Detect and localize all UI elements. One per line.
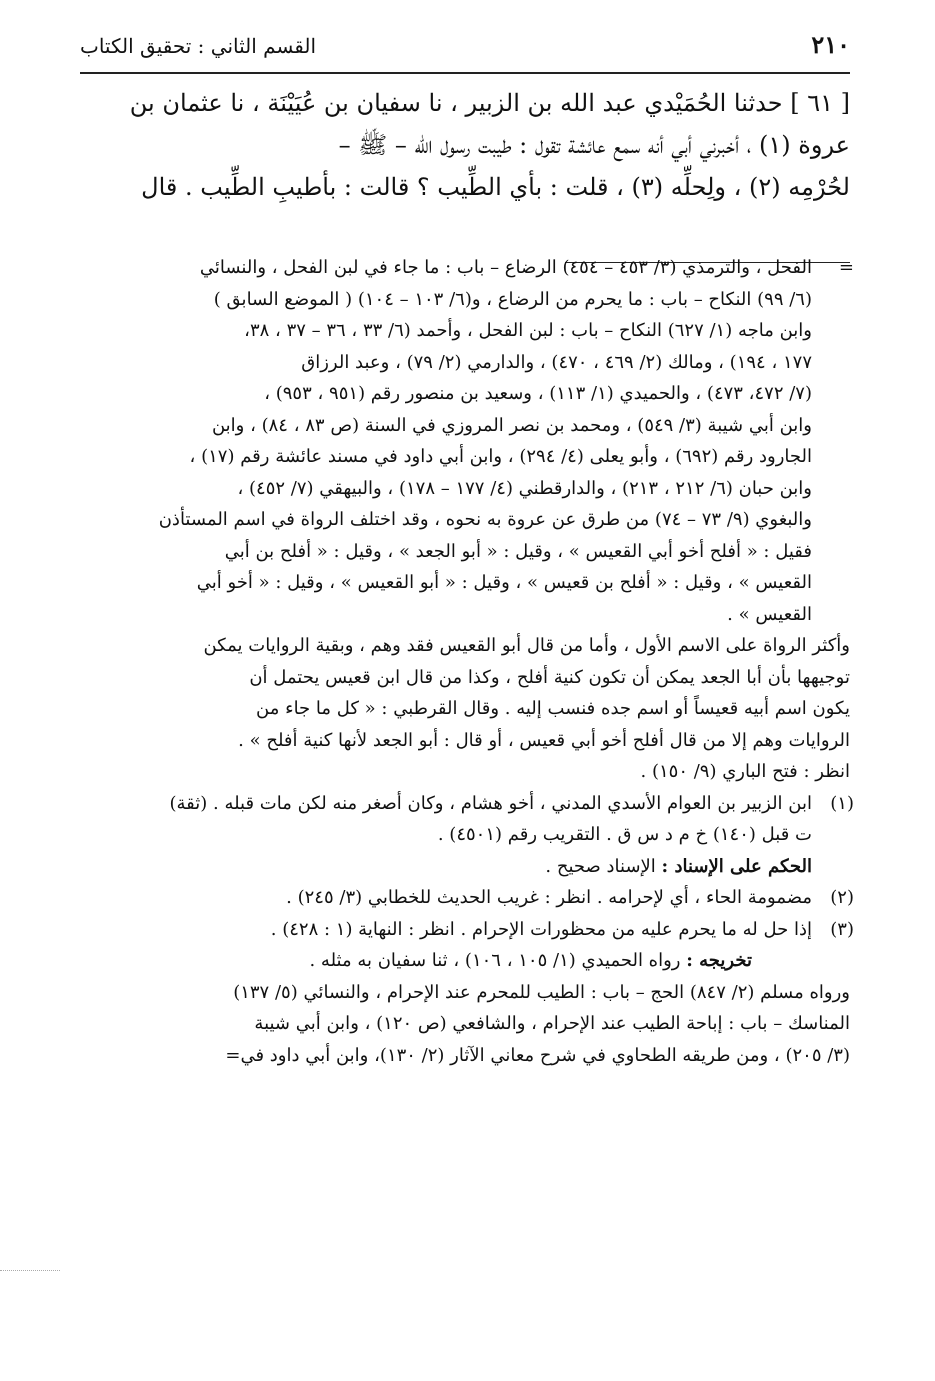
hadith-text xyxy=(80,82,850,208)
footnote-line: إذا حل له ما يحرم عليه من محظورات الإحرام . انظر : النهاية (١ : ٤٢٨) . xyxy=(270,918,812,940)
continuation-marker: = xyxy=(838,257,854,278)
hadith-line: [ ٦١ ] حدثنا الحُمَيْدي عبد الله بن الزبير ، نا سفيان بن عُيَيْنَة ، نا عثمان بن xyxy=(129,89,850,117)
running-head: القسم الثاني : تحقيق الكتاب xyxy=(80,34,317,58)
page-header xyxy=(80,28,850,72)
footnote-line: (٣/ ٢٠٥) ، ومن طريقه الطحاوي في شرح معاني الآثار (٢/ ١٣٠)، وابن أبي داود في= xyxy=(225,1044,850,1066)
footnote-line: (٧/ ٤٧٢، ٤٧٣) ، والحميدي (١/ ١١٣) ، وسعيد بن منصور رقم (٩٥١ ، ٩٥٣) ، xyxy=(264,383,812,404)
footnote-line: الروايات وهم إلا من قال أفلح أخو أبي قعيس ، أو قال : أبو الجعد لأنها كنية أفلح » . xyxy=(238,729,850,751)
footnote-line: ورواه مسلم (٢/ ٨٤٧) الحج – باب : الطيب للمحرم عند الإحرام ، والنسائي (٥/ ١٣٧) xyxy=(233,981,850,1003)
scan-edge-mark xyxy=(0,1270,60,1271)
footnote-continuation xyxy=(80,252,854,630)
footnote-line: (٦/ ٩٩) النكاح – باب : ما يحرم من الرضاع ، و(٦/ ١٠٣ – ١٠٤) ( الموضع السابق ) xyxy=(213,288,812,310)
footnote-line: وابن حبان (٦/ ٢١٢ ، ٢١٣) ، والدارقطني (٤/ ١٧٧ – ١٧٨) ، والبيهقي (٧/ ٤٥٢) ، xyxy=(237,477,812,499)
header-rule xyxy=(80,72,850,74)
footnote-line: وأكثر الرواة على الاسم الأول ، وأما من قال أبو القعيس فقد وهم ، وبقية الروايات يمكن xyxy=(203,635,850,656)
footnote-3 xyxy=(80,914,854,1072)
footnote-marker: (٣) xyxy=(830,918,854,940)
footnote-line: الجارود رقم (٦٩٢) ، وأبو يعلى (٤/ ٢٩٤) ، وابن أبي داود في مسند عائشة رقم (١٧) ، xyxy=(189,446,812,467)
footnote-line: ١٧٧ ، ١٩٤) ، ومالك (٢/ ٤٦٩ ، ٤٧٠) ، والدارمي (٢/ ٧٩) ، وعبد الرزاق xyxy=(301,351,812,373)
footnote-line: يكون اسم أبيه قعيساً أو اسم جده فنسب إليه . وقال القرطبي : « كل ما جاء من xyxy=(256,698,850,719)
takhrij-line xyxy=(80,945,812,977)
footnote-line: فقيل : « أفلح أخو أبي القعيس » ، وقيل : « أبو الجعد » ، وقيل : « أفلح بن أبي xyxy=(224,540,812,562)
takhrij-text: رواه الحميدي (١/ ١٠٥ ، ١٠٦) ، ثنا سفيان به مثله . xyxy=(309,950,681,971)
footnote-marker: (٢) xyxy=(830,887,854,908)
ruling-label: الحكم على الإسناد : xyxy=(661,855,812,877)
footnotes xyxy=(80,252,854,1071)
footnote-line: المناسك – باب : إباحة الطيب عند الإحرام ، والشافعي (ص ١٢٠) ، وابن أبي شيبة xyxy=(254,1013,850,1034)
footnote-marker: (١) xyxy=(830,792,854,814)
footnote-line: مضمومة الحاء ، أي لإحرامه . انظر : غريب الحديث للخطابي (٣/ ٢٤٥) . xyxy=(286,887,812,908)
footnote-line: القعيس » ، وقيل : « أفلح بن قعيس » ، وقيل : « أبو القعيس » ، وقيل : « أخو أبي xyxy=(196,572,812,593)
footnote-line: الفحل ، والترمذي (٣/ ٤٥٣ – ٤٥٤) الرضاع – باب : ما جاء في لبن الفحل ، والنسائي xyxy=(199,257,812,278)
takhrij-label: تخريجه : xyxy=(686,950,752,971)
hadith-line: لحُرْمِه (٢) ، ولِحلِّه (٣) ، قلت : بأي الطِّيب ؟ قالت : بأطيبِ الطِّيب . قال xyxy=(141,173,850,201)
ruling-line xyxy=(80,851,812,883)
hadith-line: عروة (١) ، أخبرني أبي أنه سمع عائشة تقول : طيبت رسول الله – ﷺ – xyxy=(338,131,850,159)
footnote-2 xyxy=(80,882,854,914)
footnote-1 xyxy=(80,788,854,883)
footnote-commentary xyxy=(80,630,850,788)
footnote-line: ت قبل (١٤٠) خ م د س ق . التقريب رقم (٤٥٠١) . xyxy=(437,824,812,845)
footnote-line: وابن أبي شيبة (٣/ ٥٤٩) ، ومحمد بن نصر المروزي في السنة (ص ٨٣ ، ٨٤) ، وابن xyxy=(211,414,812,436)
footnote-line: القعيس » . xyxy=(727,603,812,625)
footnote-line: توجيهها بأن أبا الجعد يمكن أن تكون كنية أفلح ، وكذا من قال ابن قعيس يحتمل أن xyxy=(249,666,850,688)
footnote-line: وابن ماجه (١/ ٦٢٧) النكاح – باب : لبن الفحل ، وأحمد (٦/ ٣٣ ، ٣٦ – ٣٧ ، ٣٨، xyxy=(244,320,812,341)
ruling-text: الإسناد صحيح . xyxy=(545,855,656,877)
page-number: ٢١٠ xyxy=(811,30,850,59)
footnote-line: انظر : فتح الباري (٩/ ١٥٠) . xyxy=(640,761,850,782)
footnote-line: والبغوي (٩/ ٧٣ – ٧٤) من طرق عن عروة به نحوه ، وقد اختلف الرواة في اسم المستأذن xyxy=(158,509,812,530)
footnote-line: ابن الزبير بن العوام الأسدي المدني ، أخو هشام ، وكان أصغر منه لكن مات قبله . (ثقة) xyxy=(169,792,812,814)
